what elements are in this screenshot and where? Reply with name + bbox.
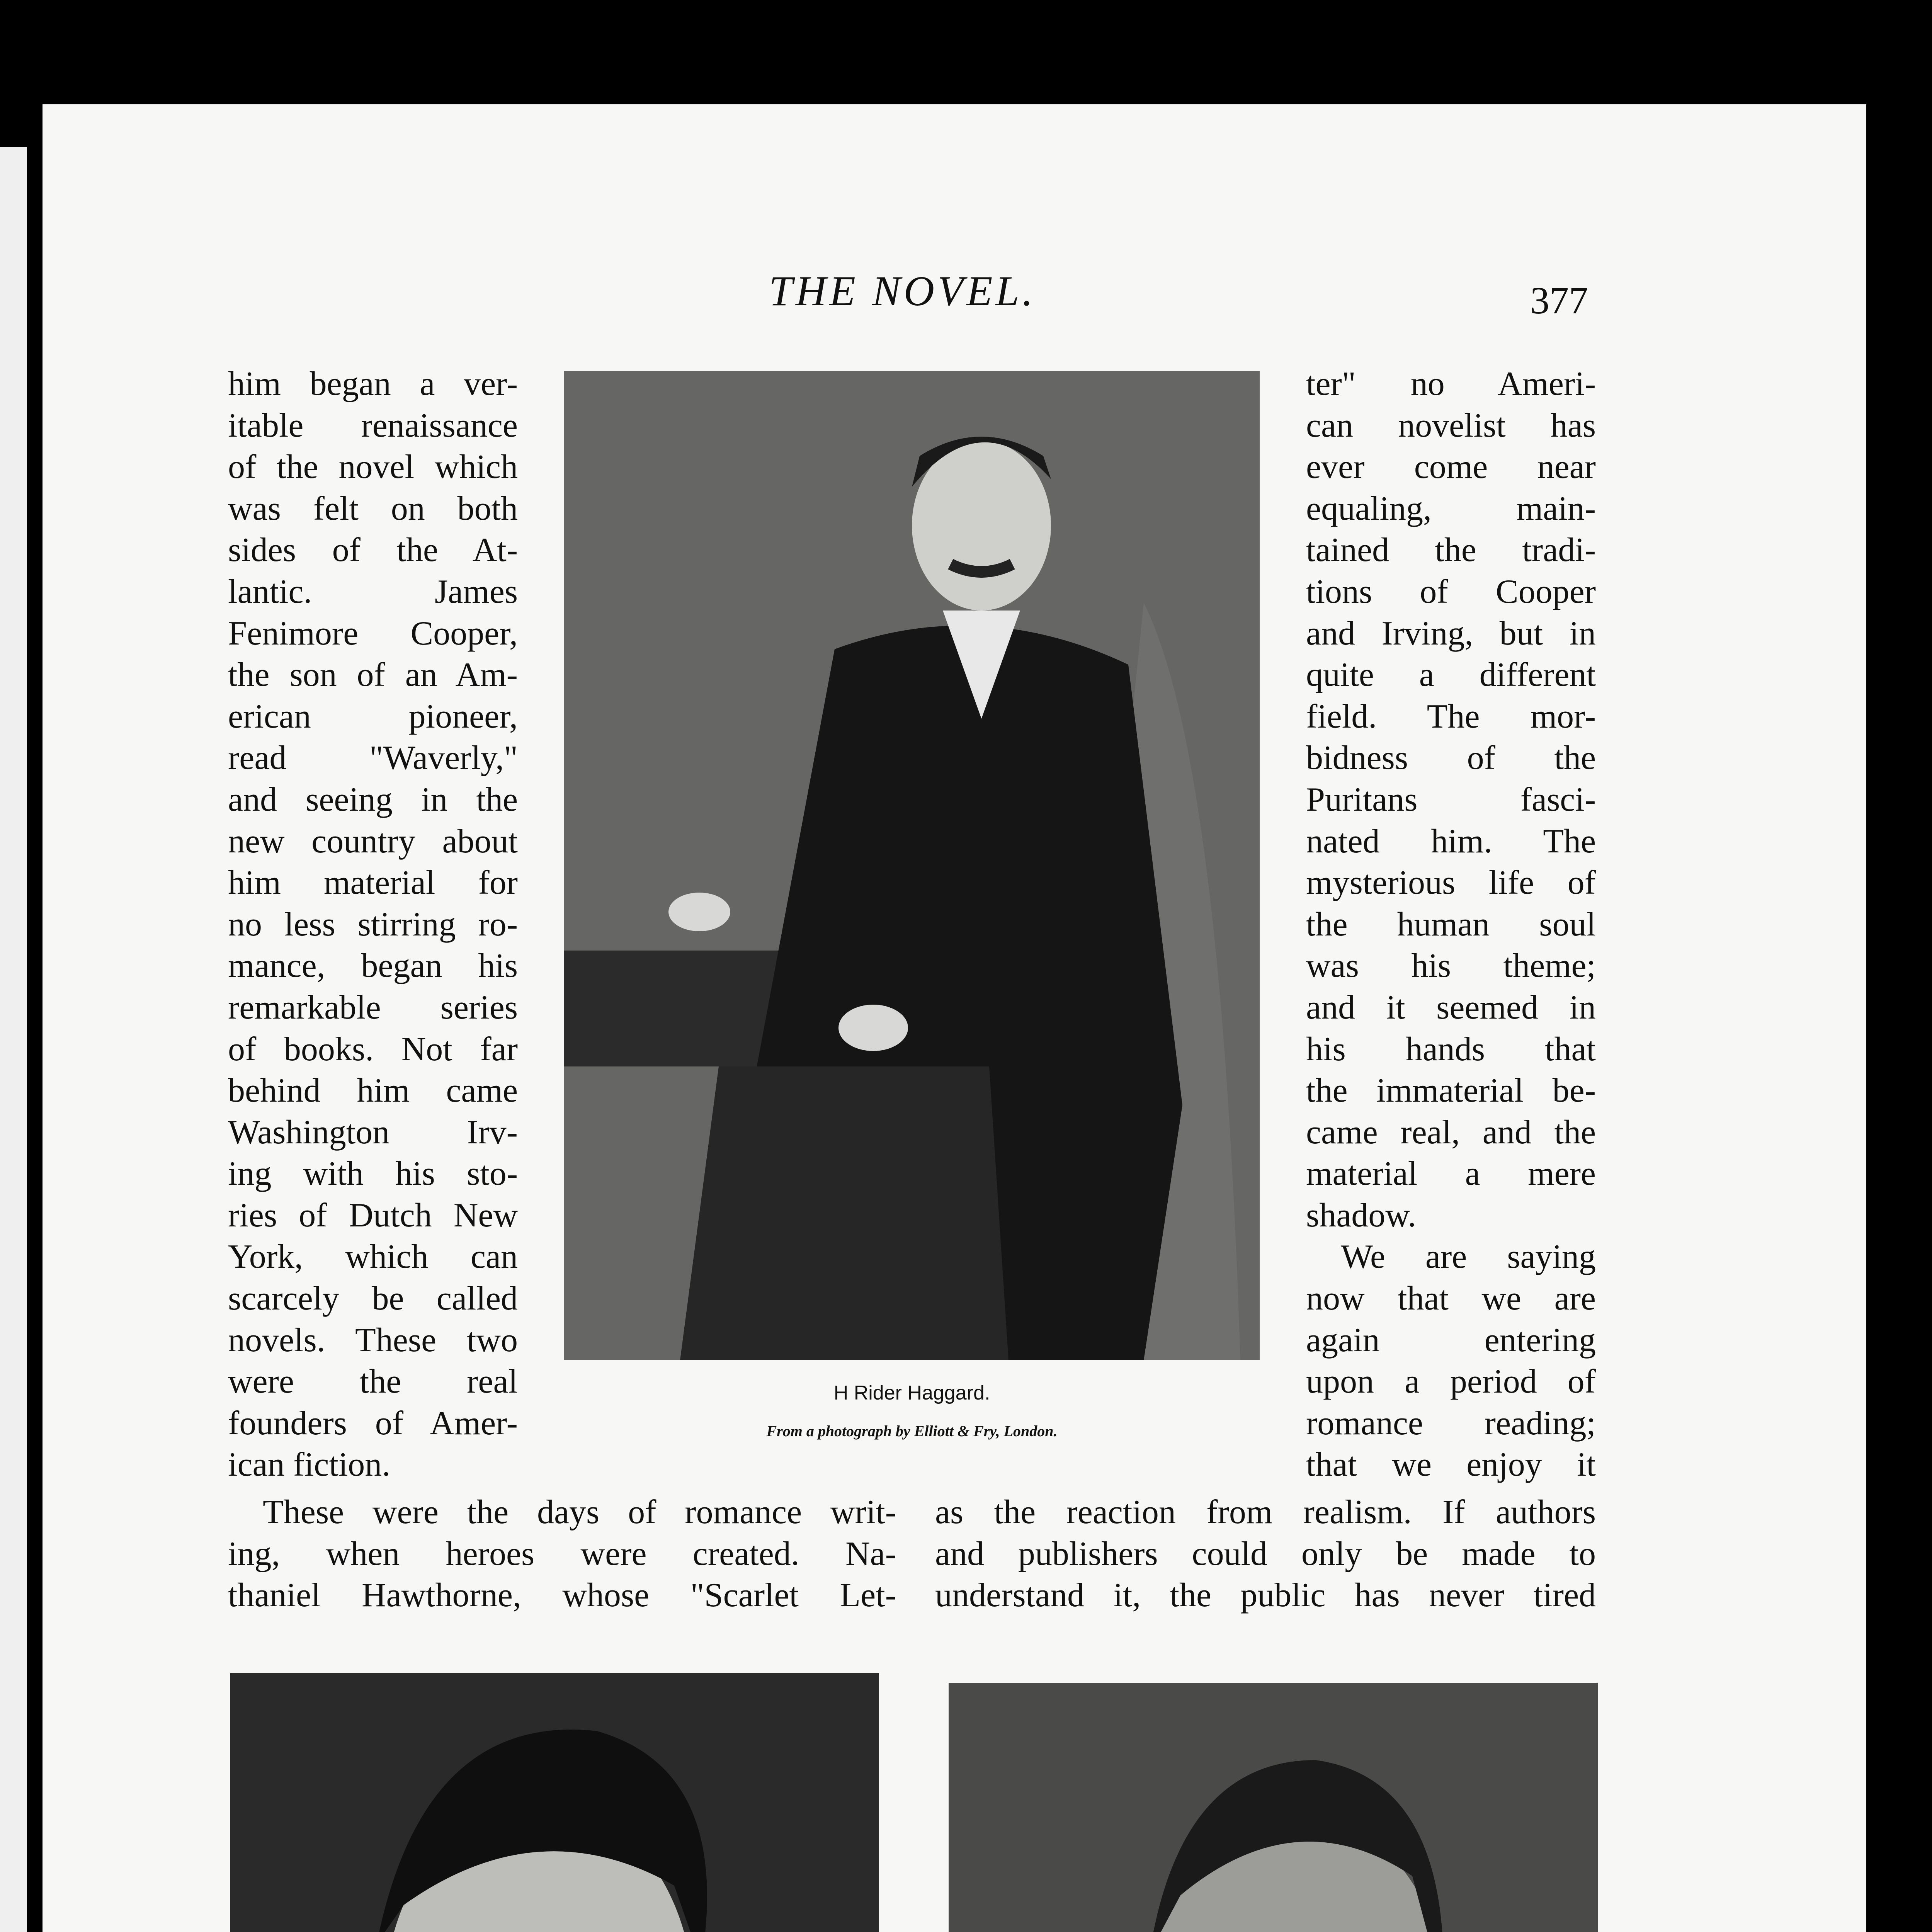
bottom-left-paragraph [228, 1492, 896, 1616]
photo-caption-haggard: H Rider Haggard. [833, 1382, 990, 1404]
text-line: equaling, main- [1306, 490, 1596, 527]
text-line: material a mere [1306, 1155, 1596, 1193]
text-line: no less stirring ro- [228, 905, 518, 943]
text-line: tained the tradi- [1306, 531, 1596, 569]
text-line: was his theme; [1306, 947, 1596, 985]
portrait-photo-russell [230, 1673, 879, 1932]
seated-man-illustration [564, 371, 1260, 1360]
text-line: of books. Not far [228, 1030, 518, 1068]
text-line: behind him came [228, 1072, 518, 1110]
text-line: erican pioneer, [228, 697, 518, 735]
photo-credit-haggard: From a photograph by Elliott & Fry, London. [766, 1422, 1058, 1440]
text-line: We are saying [1341, 1238, 1596, 1276]
text-line: his hands that [1306, 1030, 1596, 1068]
text-line: These were the days of romance writ- [263, 1493, 896, 1531]
text-line: came real, and the [1306, 1113, 1596, 1151]
text-line: and it seemed in [1306, 988, 1596, 1026]
running-head: THE NOVEL. [769, 267, 1036, 315]
text-line: was felt on both [228, 490, 518, 527]
text-line: upon a period of [1306, 1363, 1596, 1401]
text-line: remarkable series [228, 988, 518, 1026]
text-line: mance, began his [228, 947, 518, 985]
text-line: the son of an Am- [228, 656, 518, 694]
text-line: and seeing in the [228, 781, 518, 818]
text-line: ter" no Ameri- [1306, 365, 1596, 403]
text-line: shadow. [1306, 1196, 1417, 1234]
portrait-photo-haggard [564, 371, 1260, 1360]
text-line: him material for [228, 864, 518, 902]
text-line: thaniel Hawthorne, whose "Scarlet Let- [228, 1577, 896, 1614]
text-line: ing with his sto- [228, 1155, 518, 1193]
text-line: can novelist has [1306, 406, 1596, 444]
text-line: and Irving, but in [1306, 614, 1596, 652]
text-line: Puritans fasci- [1306, 781, 1596, 818]
text-line: sides of the At- [228, 531, 518, 569]
text-line: ries of Dutch New [228, 1196, 518, 1234]
text-line: quite a different [1306, 656, 1596, 694]
text-line: of the novel which [228, 448, 518, 486]
text-line: and publishers could only be made to [935, 1535, 1596, 1573]
text-line: field. The mor- [1306, 697, 1596, 735]
text-line: again entering [1306, 1321, 1596, 1359]
bust-portrait-illustration [230, 1673, 879, 1932]
text-line: ing, when heroes were created. Na- [228, 1535, 896, 1573]
left-text-column [228, 363, 518, 1486]
text-line: ican fiction. [228, 1446, 391, 1484]
portrait-photo-besant [949, 1683, 1598, 1932]
text-line: him began a ver- [228, 365, 518, 403]
text-line: were the real [228, 1363, 518, 1401]
text-line: mysterious life of [1306, 864, 1596, 902]
bearded-man-illustration [949, 1683, 1598, 1932]
text-line: the human soul [1306, 905, 1596, 943]
text-line: the immaterial be- [1306, 1072, 1596, 1110]
text-line: ever come near [1306, 448, 1596, 486]
page-number: 377 [1530, 279, 1588, 322]
text-line: tions of Cooper [1306, 573, 1596, 611]
bottom-right-paragraph [935, 1492, 1596, 1616]
adjacent-page-edge [0, 147, 27, 1932]
text-line: York, which can [228, 1238, 518, 1276]
text-line: lantic. James [228, 573, 518, 611]
text-line: bidness of the [1306, 739, 1596, 777]
text-line: understand it, the public has never tired [935, 1577, 1596, 1614]
text-line: that we enjoy it [1306, 1446, 1596, 1484]
text-line: Washington Irv- [228, 1113, 518, 1151]
text-line: nated him. The [1306, 822, 1596, 860]
text-line: itable renaissance [228, 406, 518, 444]
text-line: founders of Amer- [228, 1404, 518, 1442]
text-line: romance reading; [1306, 1404, 1596, 1442]
text-line: Fenimore Cooper, [228, 614, 518, 652]
text-line: new country about [228, 822, 518, 860]
right-text-column [1306, 363, 1596, 1486]
text-line: novels. These two [228, 1321, 518, 1359]
text-line: now that we are [1306, 1280, 1596, 1318]
text-line: read "Waverly," [228, 739, 518, 777]
text-line: as the reaction from realism. If authors [935, 1493, 1596, 1531]
text-line: scarcely be called [228, 1280, 518, 1318]
